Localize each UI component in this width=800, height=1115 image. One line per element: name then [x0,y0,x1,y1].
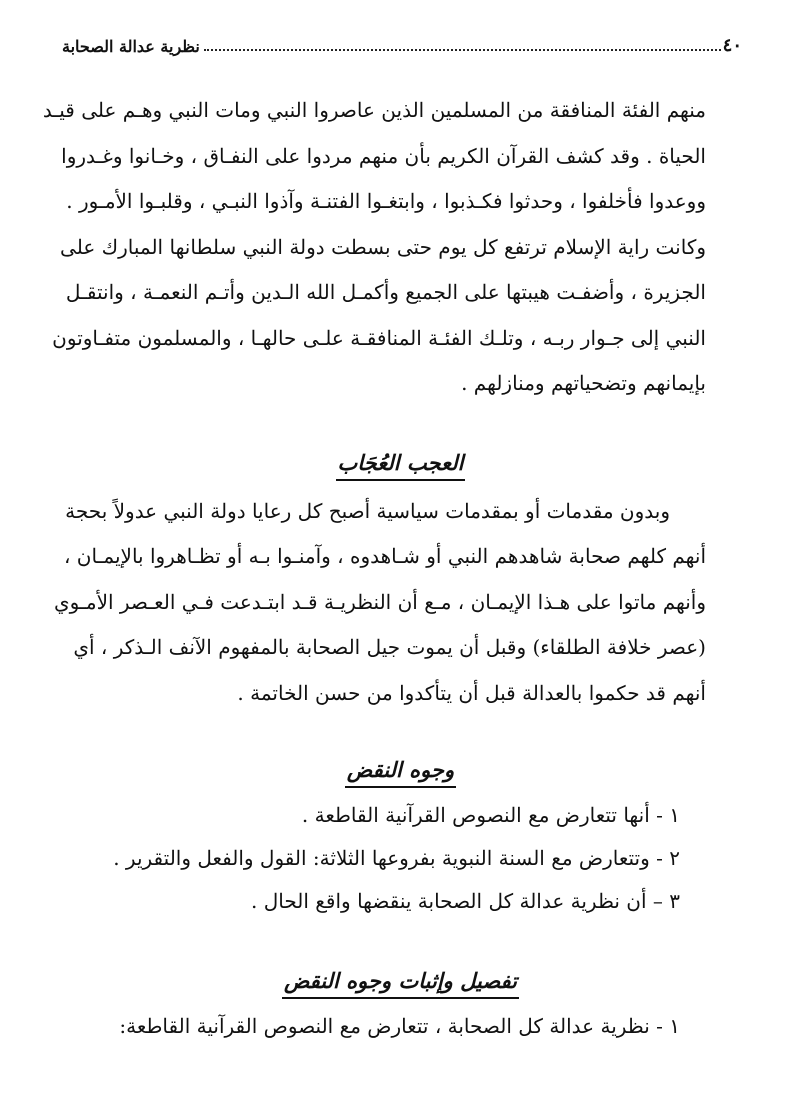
list-item: ١ - أنها تتعارض مع النصوص القرآنية القاطعة . [301,803,680,827]
paragraph-line: أنهم قد حكموا بالعدالة قبل أن يتأكدوا من حسن الخاتمة . [237,680,706,705]
section-heading-details [95,961,706,1001]
paragraph-line: (عصر خلافة الطلقاء) وقبل أن يموت جيل الصحابة بالمفهوم الآنف الـذكر ، أي [73,635,706,659]
section-heading-text: تفصيل وإثبات وجوه النقض [282,966,519,999]
list-item: ٢ - وتتعارض مع السنة النبوية بفروعها الثلاثة: القول والفعل والتقرير . [113,846,680,870]
paragraph-line: أنهم كلهم صحابة شاهدهم النبي أو شـاهدوه ، وآمنـوا بـه أو تظـاهروا بالإيمـان ، [63,544,706,568]
running-title: نظرية عدالة الصحابة [62,37,200,56]
paragraph-line: الجزيرة ، وأضفـت هيبتها على الجميع وأكمـل الله الـدين وأتـم النعمـة ، وانتقـل [65,280,706,304]
details-list [95,1005,706,1048]
paragraph-wonder [54,489,706,717]
section-heading-refutations [95,750,706,790]
section-heading-text: العجب العُجَاب [336,448,466,481]
paragraph-line: وكانت راية الإسلام ترتفع كل يوم حتى بسطت دولة النبي سلطانها المبارك على [60,234,706,259]
refutation-list [95,794,706,923]
paragraph-line: الحياة . وقد كشف القرآن الكريم بأن منهم مردوا على النفـاق ، وخـانوا وغـدروا [61,143,706,168]
list-item: ٣ – أن نظرية عدالة كل الصحابة ينقضها واقع الحال . [251,889,680,913]
page-number: ٤٠ [722,35,742,56]
paragraph-line: منهم الفئة المنافقة من المسلمين الذين عاصروا النبي ومات النبي وهـم على قيـد [42,98,706,122]
paragraph-line: ووعدوا فأخلفوا ، وحدثوا فكـذبوا ، وابتغـوا الفتنـة وآذوا النبـي ، وقلبـوا الأمـور . [66,189,706,213]
paragraph-line: بإيمانهم وتضحياتهم ومنازلهم . [461,371,706,395]
section-heading-wonder [95,443,706,483]
header-dotted-leader [204,49,721,51]
section-heading-text: وجوه النقض [345,755,456,788]
paragraph-hypocrites [42,88,706,407]
page-content [42,88,706,1048]
list-item: ١ - نظرية عدالة كل الصحابة ، تتعارض مع النصوص القرآنية القاطعة: [119,1014,680,1038]
paragraph-line: النبي إلى جـوار ربـه ، وتلـك الفئـة المنافقـة علـى حالهـا ، والمسلمون متفـاوتون [52,325,706,350]
running-header [58,30,742,56]
paragraph-line: وأنهم ماتوا على هـذا الإيمـان ، مـع أن النظريـة قـد ابتـدعت فـي العـصر الأمـوي [54,589,706,614]
paragraph-line: وبدون مقدمات أو بمقدمات سياسية أصبح كل رعايا دولة النبي عدولاً بحجة [65,498,670,523]
